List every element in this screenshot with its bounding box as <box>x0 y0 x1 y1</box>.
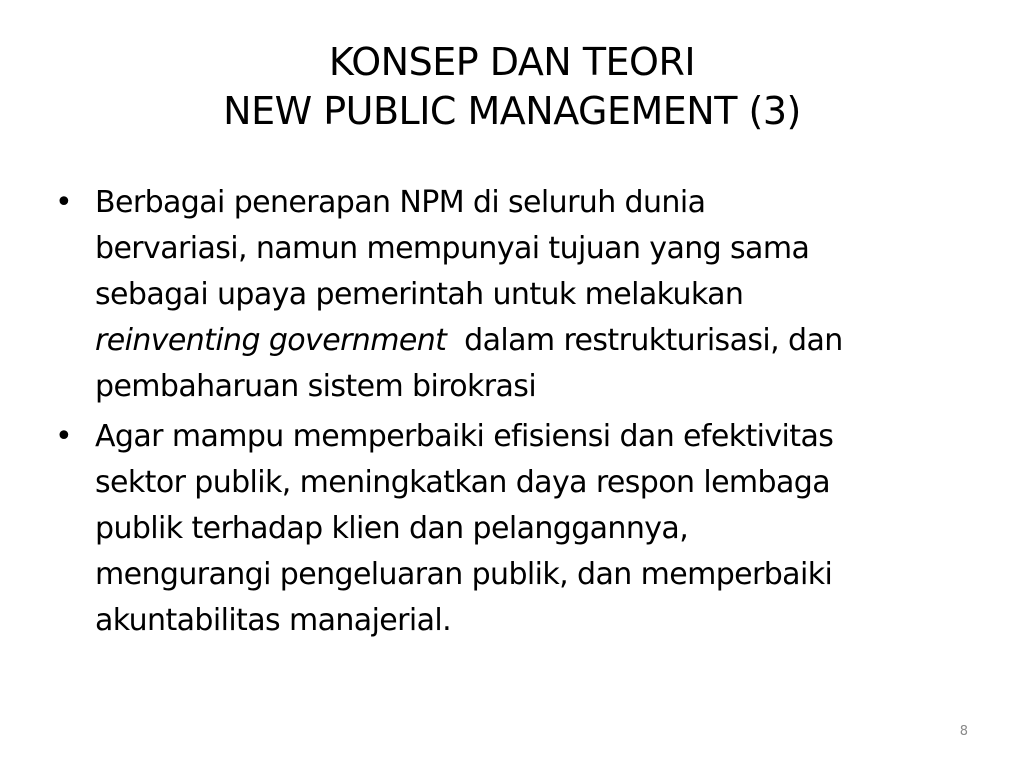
bullet-marker: • <box>55 419 73 454</box>
bullet-1-line-2: bervariasi, namun mempunyai tujuan yang sama <box>95 231 810 266</box>
bullet-2-line-4: mengurangi pengeluaran publik, dan memperbaiki <box>95 557 833 592</box>
bullet-item-2 <box>55 414 985 644</box>
bullet-1-line-5: pembaharuan sistem birokrasi <box>95 369 537 404</box>
bullet-1-line-1: Berbagai penerapan NPM di seluruh dunia <box>95 185 706 220</box>
bullet-2-line-2: sektor publik, meningkatkan daya respon lembaga <box>95 465 830 500</box>
bullet-1-line-3: sebagai upaya pemerintah untuk melakukan <box>95 277 744 312</box>
title-line-1: KONSEP DAN TEORI <box>328 40 696 84</box>
slide-title <box>100 38 924 136</box>
bullet-marker: • <box>55 185 73 220</box>
bullet-1-line-4-rest: dalam restrukturisasi, dan <box>464 323 843 358</box>
italic-phrase: reinventing government <box>95 323 447 358</box>
bullet-2-line-5: akuntabilitas manajerial. <box>95 603 452 638</box>
bullet-item-1 <box>55 180 985 410</box>
bullet-list <box>55 180 985 648</box>
bullet-1-line-4 <box>95 318 985 364</box>
bullet-2-line-1: Agar mampu memperbaiki efisiensi dan efektivitas <box>95 419 834 454</box>
page-number: 8 <box>959 724 968 739</box>
bullet-2-line-3: publik terhadap klien dan pelanggannya, <box>95 511 689 546</box>
title-line-2: NEW PUBLIC MANAGEMENT (3) <box>223 89 801 133</box>
